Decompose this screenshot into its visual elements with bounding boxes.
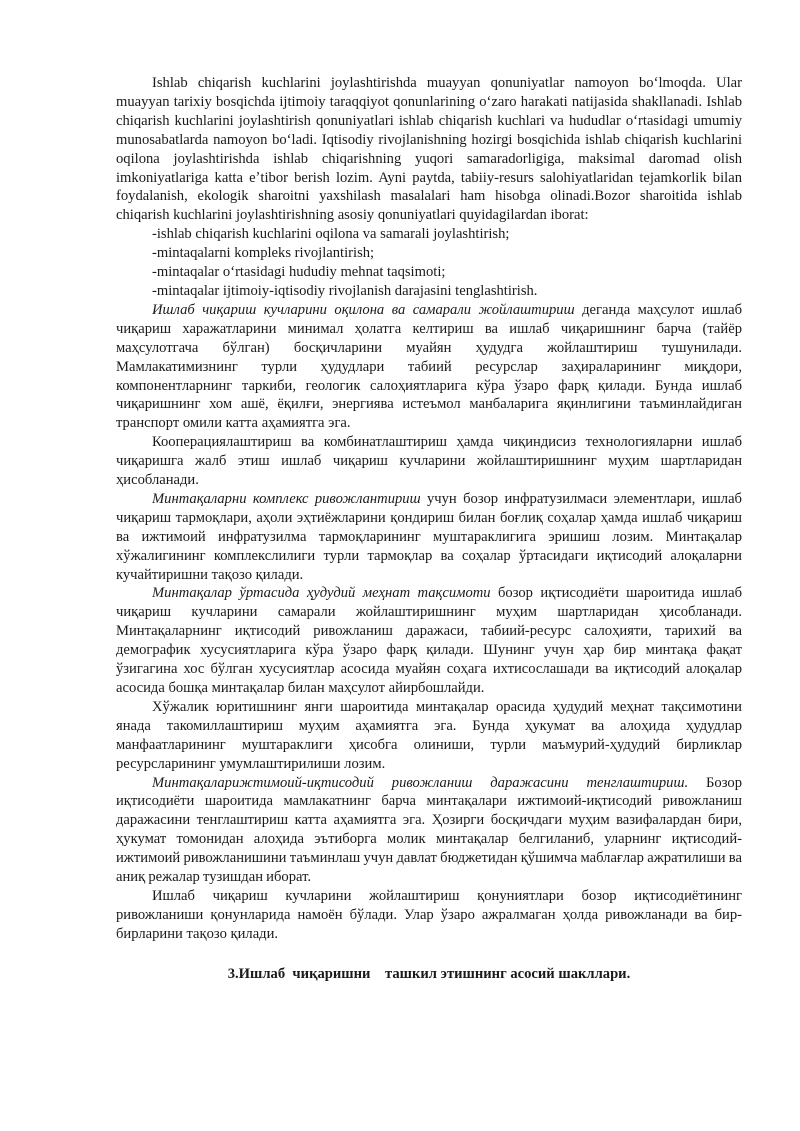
- intro-paragraph: [116, 74, 742, 225]
- paragraph-text: бозор иқтисодиёти шароитида ишлаб чиқариш кучларини самарали жойлаштиришнинг муҳим шартларидан ҳисобланади. Минтақаларнинг иқтисодий ривожланиш даражаси, табиий-ресурс салоҳияти, тарихий ва демографик хусусиятларига кўра ўзаро фарқ қилади. Шунинг учун ҳар бир минтақа фақат ўзигагина хос бўлган хусусиятлар асосида муайян соҳага ихтисослашади ва иқтисодий алоқалар асосида бошқа минтақалар билан маҳсулот айирбошлайди.: [116, 585, 742, 696]
- list-item: -mintaqalar oʻrtasidagi hududiy mehnat taqsimoti;: [152, 264, 446, 281]
- paragraph-text: деганда маҳсулот ишлаб чиқариш харажатларини минимал ҳолатга келтириш ва ишлаб чиқаришнинг барча (тайёр маҳсулотгача бўлган) босқичларини муайян ҳудудга жойлаштириш тушунилади. Мамлакатимизнинг турли ҳудудлари табиий ресурслар заҳираларининг миқдори, компонентларнинг таркиби, геологик салоҳиятларига кўра ўзаро фарқ қилади. Бунда ишлаб чиқаришнинг хом ашё, ёқилғи, энергиява истеъмол манбаларига яқинлигини таъминлайдиган транспорт омили катта аҳамиятга эга.: [116, 301, 743, 432]
- intro-paragraph-text: Ishlab chiqarish kuchlarini joylashtirishda muayyan qonuniyatlar namoyon boʻlmoqda. Ular muayyan tarixiy bosqichda ijtimoiy taraqqiyot qonunlarining oʻzaro harakati natijasida shakllanadi. Ishlab chiqarish kuchlarini joylashtirish qonuniyatlari ishlab chiqarish kuchlari va hududlar oʻrtasidagi umumiy munosabatlarda namoyon boʻladi. Iqtisodiy rivojlanishning hozirgi bosqichida ishlab chiqarish kuchlarini oqilona joylashtirishda ishlab chiqarishning yuqori samaradorligiga, maksimal daromad olish imkoniyatlariga katta eʼtibor berish lozim. Ayni paytda, tabiiy-resurs salohiyatlaridan tejamkorlik bilan foydalanish, ekologik sharoitni yaxshilash masalalari ham hisobga olinadi.Bozor sharoitida ishlab chiqarish kuchlarini joylashtirishning asosiy qonuniyatlari quyidagilardan iborat:: [116, 75, 742, 224]
- paragraph-text: Хўжалик юритишнинг янги шароитида минтақалар орасида ҳудудий меҳнат тақсимотини янада такомиллаштириш муҳим аҳамиятга эга. Бунда ҳукумат ва алоҳида ҳудудлар манфаатларининг муштараклиги ҳисобга олиниши, турли маъмурий-ҳудудий бирликлар ресурсларининг умумлаштирилиши лозим.: [116, 698, 742, 772]
- body-paragraph: [116, 584, 742, 697]
- paragraph-text: Кооперациялаштириш ва комбинатлаштириш ҳамда чиқиндисиз технологияларни ишлаб чиқаришга жалб этиш ишлаб чиқариш кучларини жойлаштиришнинг муҳим шартларидан ҳисобланади.: [116, 434, 742, 489]
- paragraph-lead-italic: Минтақаларни комплекс ривожлантириш: [152, 490, 421, 507]
- body-paragraph: [116, 490, 742, 585]
- body-paragraph: [116, 698, 742, 774]
- body-paragraph: [116, 433, 742, 490]
- paragraph-text: Бозор иқтисодиёти шароитида мамлакатнинг барча минтақалари ижтимоий-иқтисодий ривожланиш даражасини тенглаштириш катта аҳамиятга эга. Ҳозирги босқичдаги муҳим вазифалардан бири, ҳукумат томонидан алоҳида эътиборга молик минтақалар белгиланиб, уларнинг иқтисодий-ижтимоий ривожланишини таъминлаш учун давлат бюджетидан қўшимча маблағлар ажратилиши ва аниқ режалар тузишдан иборат.: [116, 774, 742, 886]
- paragraph-text: учун бозор инфратузилмаси элементлари, ишлаб чиқариш тармоқлари, аҳоли эҳтиёжларини қондириш билан боғлиқ соҳалар ҳамда ишлаб чиқариш ва ижтимоий инфратузилма тармоқларининг муштараклигига эришиш лозим. Минтақалар хўжалигининг комплекслилиги турли тармоқлар ва соҳалар ўртасидаги иқтисодий алоқаларни кучайтиришни тақозо қилади.: [116, 490, 742, 583]
- document-page: [116, 74, 742, 984]
- paragraph-lead-italic: Минтақалар ўртасида ҳудудий меҳнат тақсимоти: [152, 585, 491, 602]
- body-paragraph: [116, 301, 742, 433]
- body-paragraph: [116, 774, 742, 887]
- list-item: -mintaqalarni kompleks rivojlantirish;: [152, 245, 375, 262]
- body-paragraph: [116, 887, 742, 944]
- list-item: -mintaqalar ijtimoiy-iqtisodiy rivojlanish darajasini tenglashtirish.: [152, 282, 538, 299]
- paragraph-lead-italic: Ишлаб чиқариш кучларини оқилона ва самарали жойлаштириш: [152, 301, 575, 318]
- paragraph-lead-italic: Минтақаларижтимоий-иқтисодий ривожланиш даражасини тенглаштириш.: [152, 774, 689, 791]
- list-item: -ishlab chiqarish kuchlarini oqilona va samarali joylashtirish;: [152, 226, 510, 243]
- section-heading: 3.Ишлаб чиқаришни ташкил этишнинг асосий шакллари.: [227, 965, 631, 982]
- paragraph-text: Ишлаб чиқариш кучларини жойлаштириш қонуниятлари бозор иқтисодиётининг ривожланиши қонунларида намоён бўлади. Улар ўзаро ажралмаган ҳолда ривожланади ва бир-бирларини тақозо қилади.: [116, 887, 742, 942]
